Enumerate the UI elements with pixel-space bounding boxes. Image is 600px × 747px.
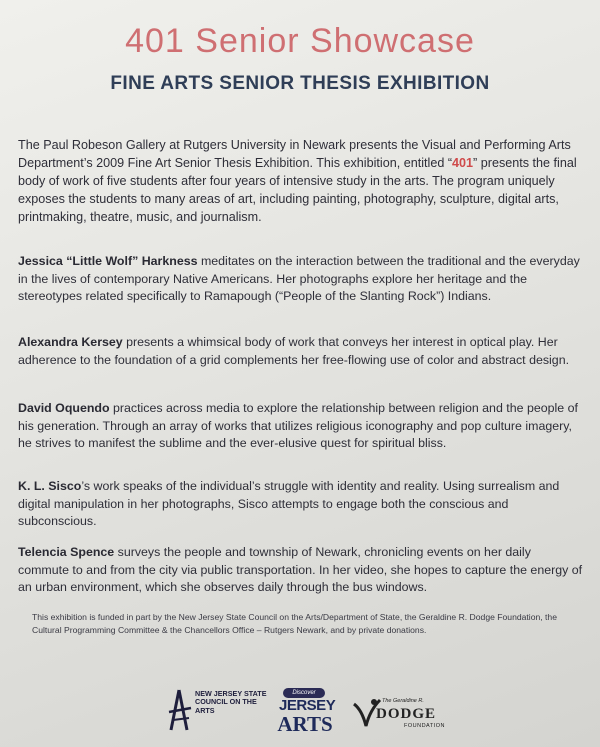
artist-name: Alexandra Kersey — [18, 335, 123, 349]
funding-note: This exhibition is funded in part by the New Jersey State Council on the Arts/Department of State, the Geraldine R. Dodge Foundation, the Cultural Programming Committee & the Chancellors Office – Rutgers Newark, and by private donations. — [32, 612, 557, 635]
njsca-name: NEW JERSEY STATE COUNCIL ON THE ARTS — [195, 689, 267, 715]
artist-paragraph-oquendo — [18, 400, 584, 453]
page-subtitle: FINE ARTS SENIOR THESIS EXHIBITION — [110, 73, 490, 94]
discover-label: Discover — [283, 688, 325, 698]
dodge-name: DODGE — [376, 706, 437, 722]
artist-paragraph-harkness — [18, 253, 584, 306]
artist-paragraph-spence — [18, 544, 584, 597]
artist-description: practices across media to explore the relationship between religion and the people of his generation. Through an array of works that utilizes religious iconography and pop culture imagery, he strives to manifest the sublime and the ever-elusive quest for spiritual bliss. — [18, 401, 578, 451]
artist-description: ’s work speaks of the individual’s struggle with identity and reality. Using surrealism and digital manipulation in her photographs, Sisco attempts to engage both the conscious and subconscious. — [18, 479, 560, 529]
artist-description: meditates on the interaction between the traditional and the everyday in the lives of contemporary Native Americans. Her photographs explore her heritage and the stereotypes related specifically to Ramapough (“People of the Slanting Rock”) Indians. — [18, 254, 580, 304]
dodge-prefix: The Geraldine R. — [382, 698, 424, 704]
intro-paragraph — [18, 136, 584, 226]
dodge-foundation-label: FOUNDATION — [404, 723, 445, 729]
artist-name: K. L. Sisco — [18, 479, 82, 493]
artist-name: David Oquendo — [18, 401, 110, 415]
artist-name: Jessica “Little Wolf” Harkness — [18, 254, 198, 268]
artist-paragraph-kersey — [18, 334, 584, 369]
dodge-foundation-logo — [352, 696, 454, 736]
artist-paragraph-sisco — [18, 478, 584, 531]
page-title: 401 Senior Showcase — [125, 22, 475, 60]
artist-name: Telencia Spence — [18, 545, 115, 559]
intro-text-start: The Paul Robeson Gallery at Rutgers University in Newark presents the Visual and Performing Arts Department’s 2009 Fine Art Senior Thesis Exhibition. This exhibition, entitled “ — [18, 138, 571, 170]
jersey-label: JERSEY — [279, 697, 336, 714]
exhibition-number-highlight: 401 — [452, 156, 474, 170]
jersey-arts-logo — [273, 688, 336, 738]
njsca-figure-icon — [165, 688, 195, 732]
njsca-logo — [165, 688, 277, 734]
artist-description: presents a whimsical body of work that conveys her interest in optical play. Her adherence to the foundation of a grid complements her free-flowing use of color and abstract design. — [18, 335, 570, 367]
artist-description: surveys the people and township of Newark, chronicling events on her daily commute to and from the city via public transportation. In her video, she hopes to capture the energy of an urban environment, which she observes daily through the bus windows. — [18, 545, 583, 595]
arts-label: ARTS — [277, 712, 333, 736]
intro-text-end: ” presents the final body of work of five students after four years of intensive study in the arts. The program uniquely exposes the students to many areas of art, including painting, photography, sculpture, digital arts, printmaking, theatre, music, and journalism. — [18, 156, 577, 224]
